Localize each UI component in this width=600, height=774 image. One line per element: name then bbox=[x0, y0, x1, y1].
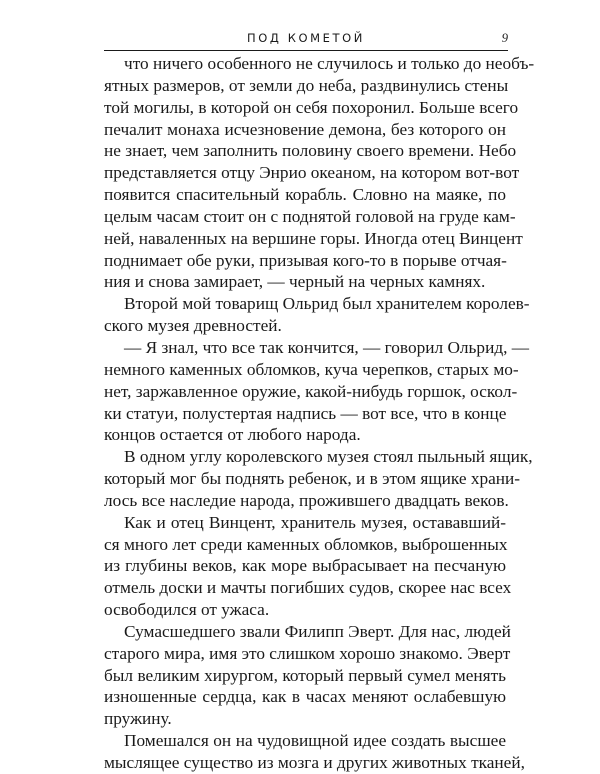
text-line: ней, наваленных на вершине горы. Иногда отец Винцент bbox=[104, 228, 523, 248]
text-line: который мог бы поднять ребенок, и в этом ящике храни- bbox=[104, 469, 521, 489]
text-line: печалит монаха исчезновение демона, без которого он bbox=[104, 119, 506, 139]
text-line: той могилы, в которой он себя похоронил. Больше всего bbox=[104, 97, 519, 117]
text-line: ки статуи, полустертая надпись — вот все, что в конце bbox=[104, 403, 507, 423]
text-line: пружину. bbox=[104, 709, 172, 729]
paragraph bbox=[104, 512, 512, 621]
text-line: ния и снова замирает, — черный на черных камнях. bbox=[104, 272, 486, 292]
text-line: концов остается от любого народа. bbox=[104, 425, 361, 445]
text-line: нет, заржавленное оружие, какой-нибудь горшок, оскол- bbox=[104, 381, 518, 401]
paragraph bbox=[104, 621, 511, 730]
paragraph bbox=[104, 337, 530, 446]
text-line: Сумасшедшего звали Филипп Эверт. Для нас, людей bbox=[124, 621, 511, 641]
text-line: изношенные сердца, как в часах меняют ослабевшую bbox=[104, 687, 506, 707]
text-line: — Я знал, что все так кончится, — говорил Ольрид, — bbox=[124, 337, 530, 357]
text-line: немного каменных обломков, куча черепков, старых мо- bbox=[104, 359, 519, 379]
text-line: Помешался он на чудовищной идее создать высшее bbox=[124, 731, 506, 751]
paragraph bbox=[104, 53, 535, 293]
text-line: целым часам стоит он с поднятой головой на груде кам- bbox=[104, 206, 516, 226]
running-head bbox=[104, 31, 508, 51]
text-line: освободился от ужаса. bbox=[104, 600, 270, 620]
text-line: ся много лет среди каменных обломков, выброшенных bbox=[104, 534, 508, 554]
text-line: был великим хирургом, который первый сумел менять bbox=[104, 665, 506, 685]
text-line: отмель доски и мачты погибших судов, скорее нас всех bbox=[104, 578, 512, 598]
text-line: ского музея древностей. bbox=[104, 316, 282, 336]
text-line: представляется отцу Энрио океаном, на котором вот-вот bbox=[104, 163, 520, 183]
body-text bbox=[104, 53, 535, 774]
text-line: ятных размеров, от земли до неба, раздвинулись стены bbox=[104, 75, 509, 95]
paragraph bbox=[104, 446, 533, 512]
text-line: не знает, чем заполнить половину своего времени. Небо bbox=[104, 141, 517, 161]
text-line: Как и отец Винцент, хранитель музея, остававший- bbox=[124, 512, 506, 532]
paragraph bbox=[104, 293, 530, 337]
text-line: старого мира, имя это слишком хорошо знакомо. Эверт bbox=[104, 643, 511, 663]
paragraph bbox=[104, 730, 525, 774]
text-line: поднимает обе руки, призывая кого-то в порыве отчая- bbox=[104, 250, 507, 270]
text-line: из глубины веков, как море выбрасывает на песчаную bbox=[104, 556, 506, 576]
text-line: Второй мой товарищ Ольрид был хранителем королев- bbox=[124, 294, 530, 314]
page-number: 9 bbox=[501, 31, 508, 45]
text-line: В одном углу королевского музея стоял пыльный ящик, bbox=[124, 447, 533, 467]
header-rule bbox=[104, 50, 508, 51]
text-line: лось все наследие народа, прожившего двадцать веков. bbox=[104, 490, 509, 510]
running-title: ПОД КОМЕТОЙ bbox=[246, 31, 366, 45]
text-line: мыслящее существо из мозга и других животных тканей, bbox=[104, 753, 525, 772]
text-line: появится спасительный корабль. Словно на маяке, по bbox=[104, 185, 506, 205]
text-line: что ничего особенного не случилось и только до необъ- bbox=[124, 54, 535, 73]
